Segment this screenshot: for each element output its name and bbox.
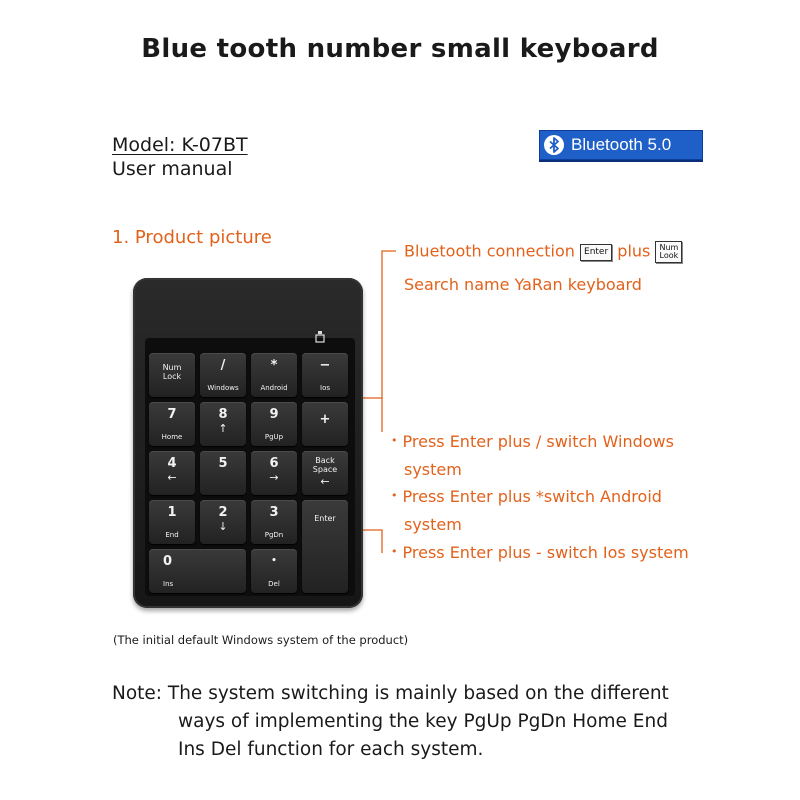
key-6: 6 → bbox=[251, 451, 297, 495]
key-5: 5 bbox=[200, 451, 246, 495]
note-line-1: Note: The system switching is mainly based on the different bbox=[112, 683, 669, 704]
key-2: 2 ↓ bbox=[200, 500, 246, 544]
numlock-key-icon: Num Look bbox=[655, 241, 682, 263]
key-backspace: Back Space ← bbox=[302, 451, 348, 495]
key-1: 1 End bbox=[149, 500, 195, 544]
key-3: 3 PgDn bbox=[251, 500, 297, 544]
note-line-2: ways of implementing the key PgUp PgDn Home End bbox=[178, 711, 668, 732]
section-heading: 1. Product picture bbox=[112, 227, 272, 248]
key-minus: − Ios bbox=[302, 353, 348, 397]
annotation-bullet-android: • Press Enter plus *switch Android bbox=[391, 487, 662, 506]
annotation-bullet-ios: • Press Enter plus - switch Ios system bbox=[391, 543, 689, 562]
key-slash: / Windows bbox=[200, 353, 246, 397]
annotation-plus: plus bbox=[617, 241, 651, 261]
model-label: Model: K-07BT bbox=[112, 134, 248, 156]
key-star: * Android bbox=[251, 353, 297, 397]
key-4: 4 ← bbox=[149, 451, 195, 495]
annotation-bullet-android-cont: system bbox=[404, 515, 462, 534]
key-9: 9 PgUp bbox=[251, 402, 297, 446]
default-system-caption: (The initial default Windows system of the product) bbox=[113, 633, 409, 647]
note-line-3: Ins Del function for each system. bbox=[178, 739, 484, 760]
bullet-icon: • bbox=[391, 434, 398, 447]
battery-led-icon bbox=[315, 331, 325, 343]
bullet-icon: • bbox=[391, 489, 398, 502]
user-manual-label: User manual bbox=[112, 158, 233, 180]
annotation-search-name: Search name YaRan keyboard bbox=[404, 275, 642, 294]
page-title: Blue tooth number small keyboard bbox=[141, 34, 659, 64]
note-paragraph bbox=[112, 680, 669, 764]
bullet-icon: • bbox=[391, 545, 398, 558]
annotation-bullet-windows: • Press Enter plus / switch Windows bbox=[391, 432, 674, 451]
key-numlock: Num Lock bbox=[149, 353, 195, 397]
key-plus: + bbox=[302, 402, 348, 446]
enter-key-icon: Enter bbox=[580, 244, 612, 261]
key-dot: • Del bbox=[251, 549, 297, 593]
keyboard-image bbox=[133, 278, 363, 608]
key-7: 7 Home bbox=[149, 402, 195, 446]
bluetooth-version-text: Bluetooth 5.0 bbox=[571, 135, 672, 154]
annotation-text: Bluetooth connection bbox=[404, 241, 575, 261]
key-8: 8 ↑ bbox=[200, 402, 246, 446]
key-0: 0 Ins bbox=[149, 549, 246, 593]
annotation-bullet-windows-cont: system bbox=[404, 460, 462, 479]
key-enter: Enter bbox=[302, 500, 348, 593]
